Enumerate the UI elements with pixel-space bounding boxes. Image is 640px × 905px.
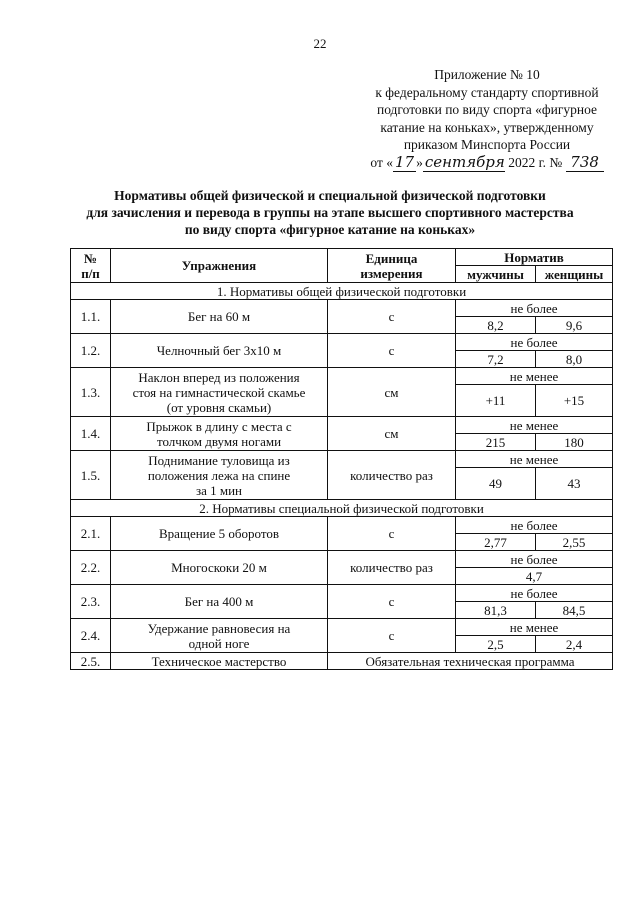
row-women: 2,4 — [536, 636, 613, 653]
row-both: 4,7 — [456, 568, 613, 585]
row-men: 81,3 — [456, 602, 536, 619]
row-men: 2,5 — [456, 636, 536, 653]
row-men: 215 — [456, 434, 536, 451]
header-women: женщины — [536, 266, 613, 283]
row-exercise: Вращение 5 оборотов — [111, 517, 328, 551]
header-men: мужчины — [456, 266, 536, 283]
row-exercise: Наклон вперед из положения стоя на гимнастической скамье (от уровня скамьи) — [111, 368, 328, 417]
date-prefix: от « — [370, 154, 393, 170]
section-row — [71, 283, 613, 300]
quote-close: » — [416, 154, 423, 170]
row-women: 8,0 — [536, 351, 613, 368]
row-unit: количество раз — [328, 551, 456, 585]
title-line: по виду спорта «фигурное катание на коньках» — [184, 222, 476, 237]
table-row — [71, 551, 613, 568]
appendix-block — [362, 66, 612, 172]
row-condition: не более — [456, 551, 613, 568]
row-unit: см — [328, 417, 456, 451]
row-num: 1.1. — [71, 300, 111, 334]
table-row — [71, 585, 613, 602]
handwritten-order-number: 738 — [566, 154, 604, 173]
appendix-line: подготовки по виду спорта «фигурное — [376, 102, 598, 117]
table-row — [71, 517, 613, 534]
row-exercise: Бег на 60 м — [111, 300, 328, 334]
page-number: 22 — [313, 36, 327, 51]
row-exercise: Многоскоки 20 м — [111, 551, 328, 585]
row-women: 43 — [536, 468, 613, 500]
handwritten-month: сентября — [424, 152, 505, 171]
handwritten-day: 17 — [394, 152, 415, 171]
header-exercise: Упражнения — [111, 249, 328, 283]
row-unit: с — [328, 300, 456, 334]
row-exercise: Бег на 400 м — [111, 585, 328, 619]
appendix-line: к федеральному стандарту спортивной — [375, 84, 599, 100]
row-condition: не менее — [456, 368, 613, 385]
row-men: +11 — [456, 385, 536, 417]
row-num: 2.1. — [71, 517, 111, 551]
table-row — [71, 451, 613, 468]
table-row — [71, 619, 613, 636]
norms-table — [70, 248, 613, 670]
document-title — [40, 187, 620, 238]
row-exercise: Поднимание туловища из положения лежа на спине за 1 мин — [111, 451, 328, 500]
row-unit: см — [328, 368, 456, 417]
appendix-line: приказом Минспорта России — [403, 137, 571, 152]
row-women: 84,5 — [536, 602, 613, 619]
section-row — [71, 500, 613, 517]
table-row — [71, 334, 613, 351]
row-exercise: Удержание равновесия на одной ноге — [111, 619, 328, 653]
row-unit: с — [328, 619, 456, 653]
header-norm: Норматив — [456, 249, 613, 266]
row-condition: не менее — [456, 417, 613, 434]
section-title: 1. Нормативы общей физической подготовки — [71, 283, 613, 300]
row-condition: не более — [456, 300, 613, 317]
appendix-line: Приложение № 10 — [434, 67, 540, 82]
row-num: 1.3. — [71, 368, 111, 417]
row-unit: с — [328, 517, 456, 551]
row-condition: не менее — [456, 619, 613, 636]
appendix-line: катание на коньках», утвержденному — [380, 119, 594, 135]
row-program: Обязательная техническая программа — [328, 653, 613, 670]
table-row — [71, 368, 613, 385]
row-num: 2.4. — [71, 619, 111, 653]
row-men: 49 — [456, 468, 536, 500]
row-exercise: Прыжок в длину с места с толчком двумя ногами — [111, 417, 328, 451]
row-women: +15 — [536, 385, 613, 417]
row-women: 9,6 — [536, 317, 613, 334]
row-num: 2.2. — [71, 551, 111, 585]
row-num: 2.3. — [71, 585, 111, 619]
row-num: 2.5. — [71, 653, 111, 670]
row-num: 1.5. — [71, 451, 111, 500]
table-header — [71, 249, 613, 283]
row-men: 2,77 — [456, 534, 536, 551]
row-condition: не более — [456, 334, 613, 351]
header-unit: Единица измерения — [328, 249, 456, 283]
title-line: Нормативы общей физической и специальной физической подготовки — [114, 188, 546, 203]
row-num: 1.2. — [71, 334, 111, 368]
row-unit: количество раз — [328, 451, 456, 500]
row-unit: с — [328, 585, 456, 619]
row-men: 8,2 — [456, 317, 536, 334]
row-women: 2,55 — [536, 534, 613, 551]
row-condition: не более — [456, 585, 613, 602]
header-num: № п/п — [71, 249, 111, 283]
row-unit: с — [328, 334, 456, 368]
title-line: для зачисления и перевода в группы на этапе высшего спортивного мастерства — [86, 205, 574, 220]
section-title: 2. Нормативы специальной физической подготовки — [71, 500, 613, 517]
order-date-line — [362, 154, 612, 173]
row-num: 1.4. — [71, 417, 111, 451]
row-women: 180 — [536, 434, 613, 451]
row-condition: не более — [456, 517, 613, 534]
table-row — [71, 417, 613, 434]
row-men: 7,2 — [456, 351, 536, 368]
table-row — [71, 653, 613, 670]
year-text: 2022 г. № — [508, 154, 563, 170]
row-exercise: Челночный бег 3х10 м — [111, 334, 328, 368]
table-row — [71, 300, 613, 317]
row-exercise: Техническое мастерство — [111, 653, 328, 670]
row-condition: не менее — [456, 451, 613, 468]
